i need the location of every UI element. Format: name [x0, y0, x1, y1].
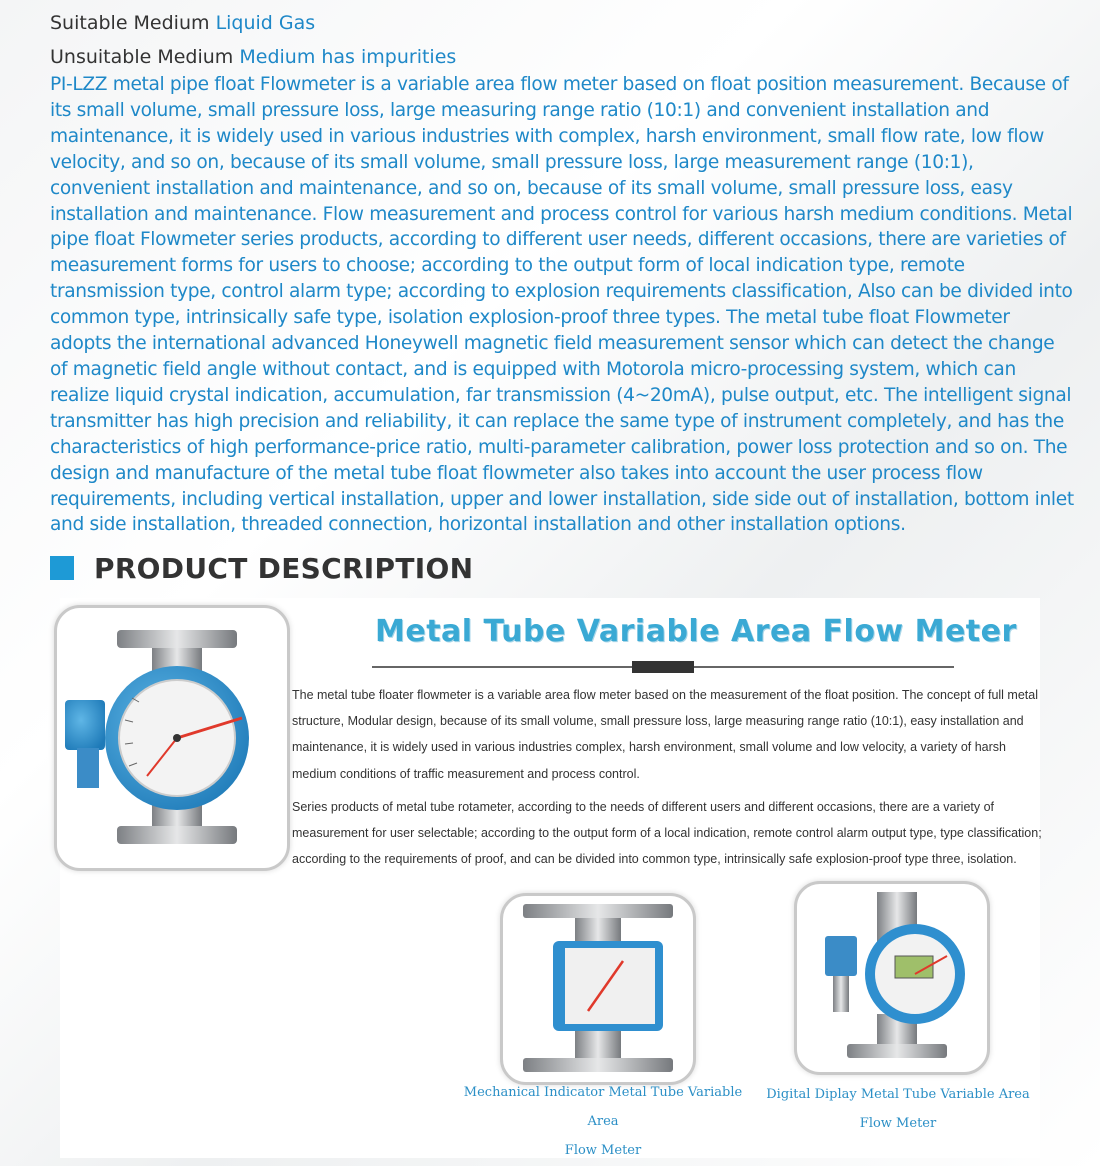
mechanical-caption-line-2: Flow Meter	[564, 1143, 642, 1158]
mechanical-meter-photo	[500, 893, 696, 1085]
ad-title: Metal Tube Variable Area Flow Meter	[375, 614, 1017, 649]
digital-caption-line-1: Digital Diplay Metal Tube Variable Area	[766, 1087, 1030, 1102]
unsuitable-medium-row	[50, 46, 456, 68]
title-accent-bar	[632, 661, 694, 673]
suitable-medium-row	[50, 12, 315, 34]
unsuitable-medium-value: Medium has impurities	[239, 46, 457, 68]
section-square-icon	[50, 556, 74, 580]
mechanical-meter-illustration	[503, 896, 693, 1082]
flowmeter-illustration	[57, 608, 287, 868]
section-title: PRODUCT DESCRIPTION	[94, 551, 474, 585]
ad-paragraph-1: The metal tube floater flowmeter is a variable area flow meter based on the measurement of the float position. The concept of full metal structure, Modular design, because of its small volume, small pressure loss, large measuring range ratio (10:1), easy installation and maintenance, it is widely used in various industries complex, harsh environment, small volume and low velocity, a variety of harsh medium conditions of traffic measurement and process control.	[292, 688, 1038, 781]
section-heading	[50, 553, 473, 583]
intro-paragraph: PI-LZZ metal pipe float Flowmeter is a variable area flow meter based on float position measurement. Because of its small volume, small pressure loss, large measuring range ratio (10:1) and convenient installation and maintenance, it is widely used in various industries with complex, harsh environment, small flow rate, low flow velocity, and so on, because of its small volume, small pressure loss, large measurement range (10:1), convenient installation and maintenance, and so on, because of its small volume, small pressure loss, easy installation and maintenance. Flow measurement and process control for various harsh medium conditions. Metal pipe float Flowmeter series products, according to different user needs, different occasions, there are varieties of measurement forms for users to choose; according to the output form of local indication type, remote transmission type, control alarm type; according to explosion requirements classification, Also can be divided into common type, intrinsically safe type, isolation explosion-proof three types. The metal tube float Flowmeter adopts the international advanced Honeywell magnetic field measurement sensor which can detect the change of magnetic field angle without contact, and is equipped with Motorola micro-processing system, which can realize liquid crystal indication, accumulation, far transmission (4~20mA), pulse output, etc. The intelligent signal transmitter has high precision and reliability, it can replace the same type of instrument completely, and has the characteristics of high performance-price ratio, multi-parameter calibration, power loss protection and so on. The design and manufacture of the metal tube float flowmeter also takes into account the user process flow requirements, including vertical installation, upper and lower installation, side side out of installation, bottom inlet and side installation, threaded connection, horizontal installation and other installation options.	[50, 74, 1074, 536]
mechanical-caption-line-1: Mechanical Indicator Metal Tube Variable Area	[463, 1085, 743, 1129]
unsuitable-medium-label: Unsuitable Medium	[50, 46, 234, 68]
main-flowmeter-photo	[54, 605, 290, 871]
ad-paragraph-2: Series products of metal tube rotameter, according to the needs of different users and different occasions, there are a variety of measurement for user selectable; according to the output form of a local indication, remote control alarm output type, type classification; according to the requirements of proof, and can be divided into common type, intrinsically safe explosion-proof type three, isolation.	[292, 800, 1042, 867]
mechanical-meter-caption	[450, 1078, 756, 1165]
suitable-medium-value: Liquid Gas	[215, 12, 316, 34]
digital-meter-photo	[794, 881, 990, 1075]
digital-meter-illustration	[797, 884, 987, 1072]
digital-caption-line-2: Flow Meter	[859, 1116, 937, 1131]
suitable-medium-label: Suitable Medium	[50, 12, 210, 34]
digital-meter-caption	[760, 1080, 1036, 1138]
